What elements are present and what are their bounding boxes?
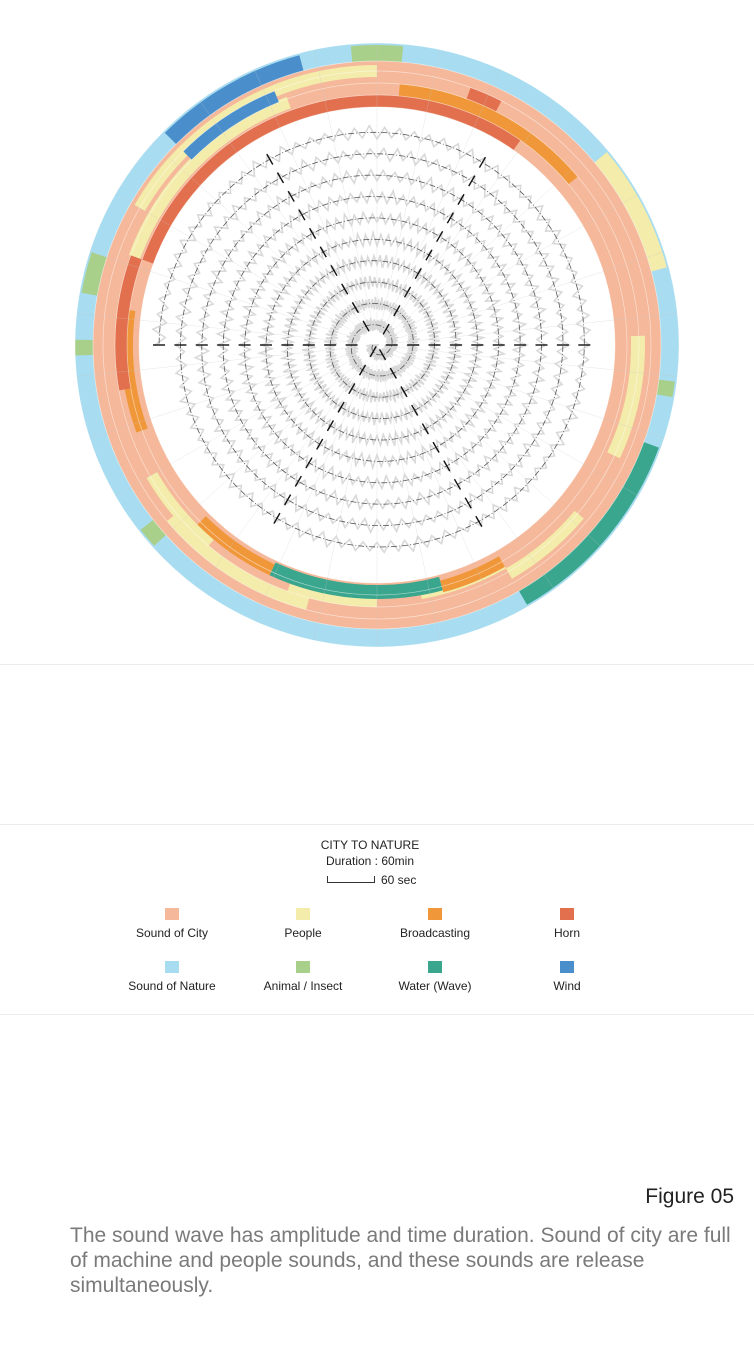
scale-label: 60 sec xyxy=(381,873,417,887)
legend-item-sound-of-nature xyxy=(102,961,242,993)
legend-item-wind xyxy=(497,961,637,993)
legend-item-people xyxy=(233,908,373,940)
animal-segment xyxy=(75,340,93,356)
legend-label: Water (Wave) xyxy=(398,979,472,993)
swatch xyxy=(560,961,574,973)
swatch xyxy=(296,908,310,920)
animal-segment xyxy=(657,380,675,397)
legend-item-broadcasting xyxy=(365,908,505,940)
swatch xyxy=(428,961,442,973)
legend-item-water-wave xyxy=(365,961,505,993)
legend-label: Broadcasting xyxy=(399,926,471,940)
divider xyxy=(0,1014,754,1015)
scale-bar xyxy=(327,876,375,883)
spiral-sound-diagram xyxy=(0,0,754,660)
legend-label: Sound of City xyxy=(135,926,209,940)
legend-item-animal-insect xyxy=(233,961,373,993)
figure-caption: The sound wave has amplitude and time duration. Sound of city are full of machine and people sounds, and these sounds are release simultaneously. xyxy=(70,1224,731,1297)
legend-label: Wind xyxy=(553,979,581,993)
legend-item-horn xyxy=(497,908,637,940)
divider xyxy=(0,824,754,825)
swatch xyxy=(296,961,310,973)
swatch xyxy=(165,961,179,973)
legend-duration: Duration : 60min xyxy=(325,854,415,868)
legend-label: Animal / Insect xyxy=(263,979,343,993)
swatch xyxy=(560,908,574,920)
figure-label: Figure 05 xyxy=(645,1185,734,1208)
legend-label: Horn xyxy=(553,926,580,940)
legend-item-sound-of-city xyxy=(102,908,242,940)
legend-label: Sound of Nature xyxy=(128,979,216,993)
legend-title: CITY TO NATURE xyxy=(320,838,420,852)
legend-label: People xyxy=(284,926,322,940)
swatch xyxy=(428,908,442,920)
divider xyxy=(0,664,754,665)
swatch xyxy=(165,908,179,920)
